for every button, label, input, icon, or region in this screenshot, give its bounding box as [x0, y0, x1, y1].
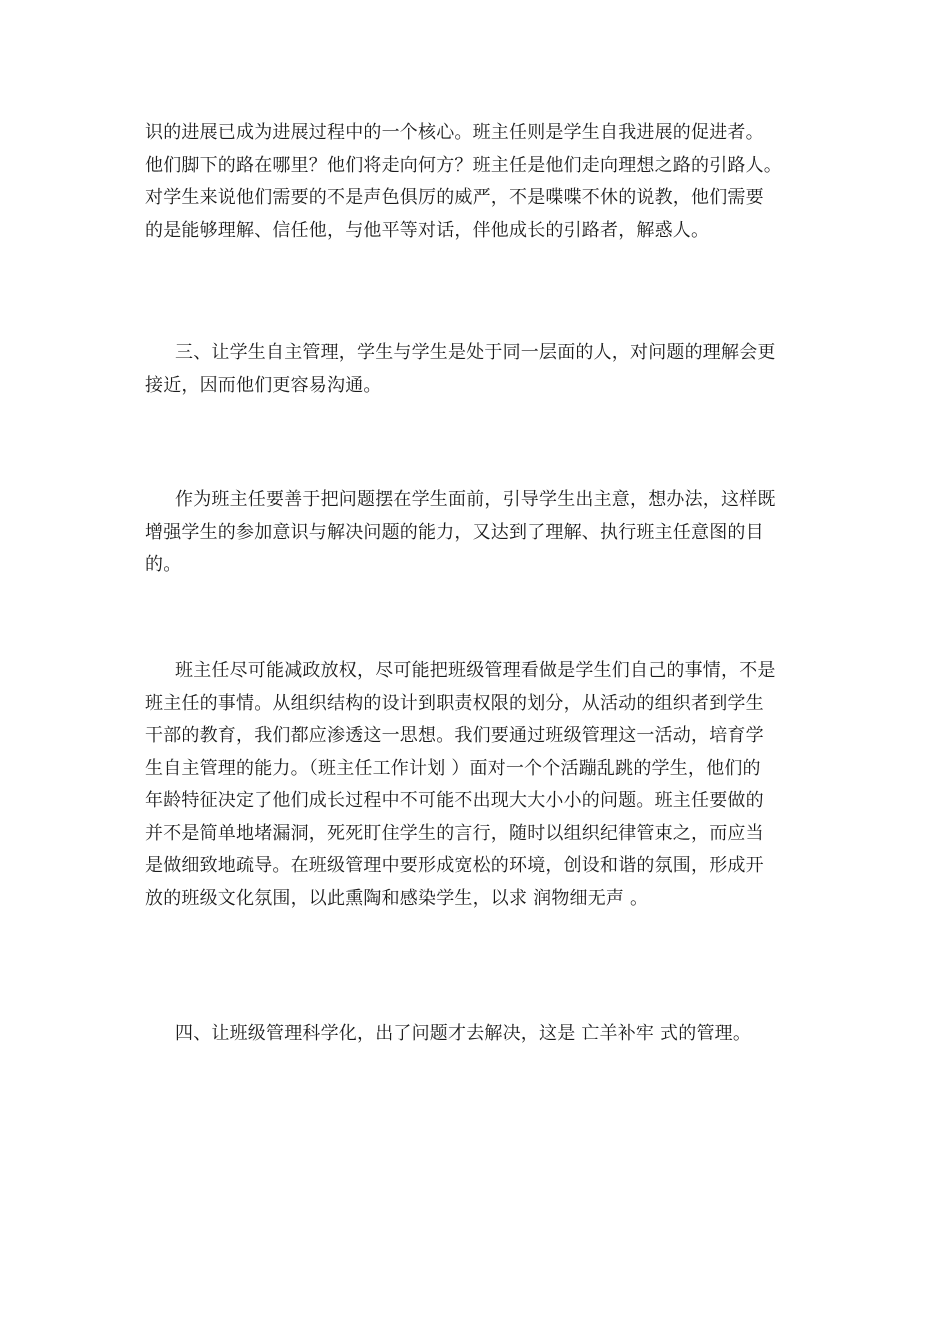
- paragraph-3: [145, 484, 825, 582]
- text-line: 班主任的事情。从组织结构的设计到职责权限的划分，从活动的组织者到学生: [145, 692, 764, 714]
- paragraph-1: [145, 117, 825, 247]
- text-line: 识的进展已成为进展过程中的一个核心。班主任则是学生自我进展的促进者。: [145, 122, 764, 143]
- text-line: 班主任尽可能减政放权，尽可能把班级管理看做是学生们自己的事情，不是: [175, 660, 776, 681]
- text-line: 的是能够理解、信任他，与他平等对话，伴他成长的引路者，解惑人。: [145, 219, 710, 241]
- paragraph-5: [145, 1018, 825, 1051]
- text-line: 并不是简单地堵漏洞，死死盯住学生的言行，随时以组织纪律管束之，而应当: [145, 822, 764, 844]
- text-line: 增强学生的参加意识与解决问题的能力，又达到了理解、执行班主任意图的目: [145, 521, 764, 543]
- text-line: 生自主管理的能力。（班主任工作计划 ）面对一个个活蹦乱跳的学生，他们的: [145, 757, 761, 779]
- text-line: 干部的教育，我们都应渗透这一思想。我们要通过班级管理这一活动，培育学: [145, 725, 764, 746]
- text-line: 对学生来说他们需要的不是声色俱厉的威严，不是喋喋不休的说教，他们需要: [145, 187, 764, 208]
- text-line: 年龄特征决定了他们成长过程中不可能不出现大大小小的问题。班主任要做的: [145, 790, 764, 811]
- text-line: 四、让班级管理科学化，出了问题才去解决，这是 亡羊补牢 式的管理。: [175, 1023, 752, 1044]
- text-line: 放的班级文化氛围，以此熏陶和感染学生，以求 润物细无声 。: [145, 887, 649, 909]
- paragraph-4: [145, 655, 825, 915]
- text-line: 的。: [145, 554, 182, 575]
- text-line: 是做细致地疏导。在班级管理中要形成宽松的环境，创设和谐的氛围，形成开: [145, 855, 764, 876]
- paragraph-2: [145, 337, 825, 402]
- text-line: 他们脚下的路在哪里？他们将走向何方？班主任是他们走向理想之路的引路人。: [145, 154, 782, 176]
- text-line: 作为班主任要善于把问题摆在学生面前，引导学生出主意，想办法，这样既: [175, 489, 776, 510]
- text-line: 三、让学生自主管理，学生与学生是处于同一层面的人，对问题的理解会更: [175, 342, 776, 363]
- text-line: 接近，因而他们更容易沟通。: [145, 374, 382, 396]
